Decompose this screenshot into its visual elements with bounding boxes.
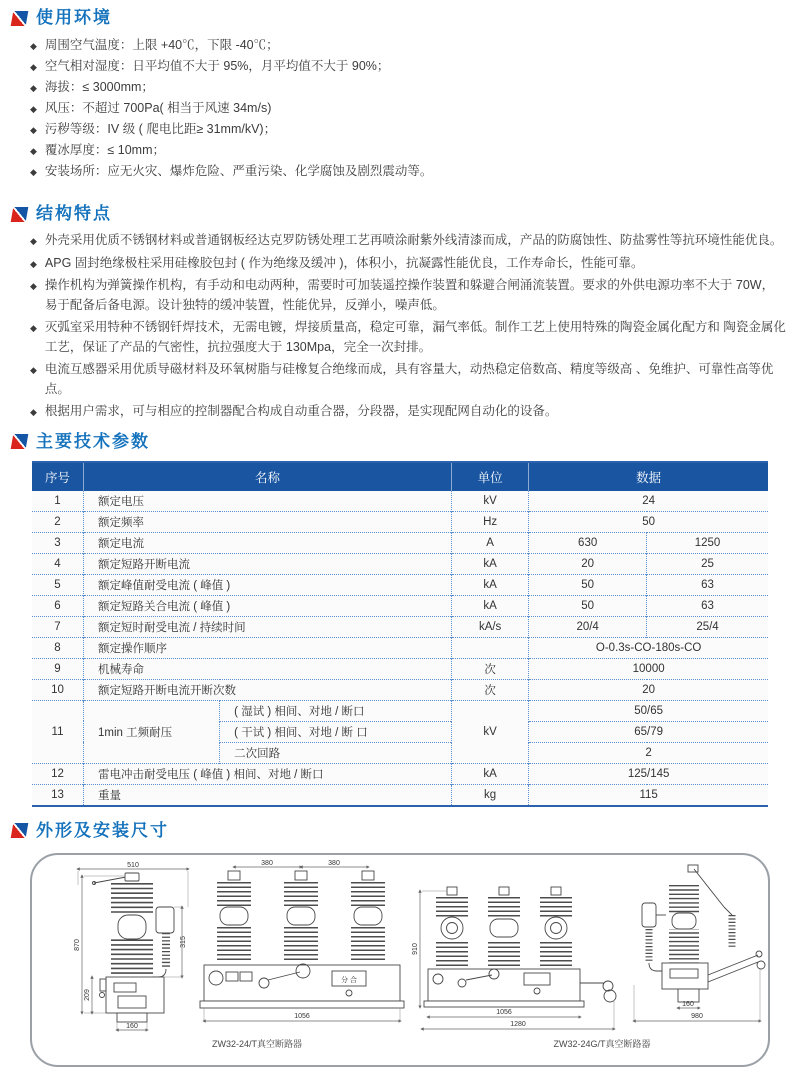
features-list xyxy=(30,231,800,422)
diamond-bullet-icon: ◆ xyxy=(30,407,37,417)
cell-unit: 次 xyxy=(452,658,529,679)
list-item: ◆ 电流互感器采用优质导磁材料及环氧树脂与硅橡复合绝缘而成，具有容量大，动热稳定倍数高、精度等级高 、免维护、可靠性高等优点。 xyxy=(30,360,786,399)
figure-side-view-t xyxy=(74,862,188,1030)
cell-no: 11 xyxy=(32,700,84,763)
diamond-bullet-icon: ◆ xyxy=(30,281,37,291)
cell-name: 额定短时耐受电流 / 持续时间 xyxy=(84,616,452,637)
cell-data: 50 xyxy=(529,574,647,595)
cell-data: 50/65 xyxy=(529,700,768,721)
cell-unit: kA xyxy=(452,553,529,574)
diamond-bullet-icon: ◆ xyxy=(30,62,37,72)
table-row xyxy=(32,763,768,784)
diamond-bullet-icon: ◆ xyxy=(30,323,37,333)
dim-label: 980 xyxy=(691,1012,703,1020)
table-row xyxy=(32,616,768,637)
column-header-unit: 单位 xyxy=(452,462,529,491)
cell-data: 50 xyxy=(529,595,647,616)
cell-data: 25 xyxy=(647,553,768,574)
cell-data: 25/4 xyxy=(647,616,768,637)
cell-unit: kA xyxy=(452,574,529,595)
section-heading xyxy=(12,821,800,841)
list-item: ◆ 覆冰厚度：≤ 10mm； xyxy=(30,140,786,161)
cell-subname: 二次回路 xyxy=(220,742,452,763)
dim-label: 315 xyxy=(180,935,187,948)
table-row xyxy=(32,574,768,595)
table-row xyxy=(32,491,768,512)
table-row xyxy=(32,637,768,658)
table-row xyxy=(32,553,768,574)
cell-data: 24 xyxy=(529,491,768,512)
cell-name: 机械寿命 xyxy=(84,658,452,679)
cell-unit xyxy=(452,637,529,658)
figure-front-view-g xyxy=(412,887,616,1029)
table-row xyxy=(32,658,768,679)
section-flag-icon xyxy=(11,823,29,838)
outline-drawing xyxy=(32,855,768,1061)
dim-label: 870 xyxy=(74,938,81,951)
cell-data: 20 xyxy=(529,679,768,700)
cell-name: 额定频率 xyxy=(84,511,452,532)
cell-no: 2 xyxy=(32,511,84,532)
table-row xyxy=(32,532,768,553)
column-header-no: 序号 xyxy=(32,462,84,491)
section-outline-dimensions xyxy=(0,821,800,1067)
cell-unit: kA xyxy=(452,763,529,784)
list-item: ◆ 风压：不超过 700Pa( 相当于风速 34m/s) xyxy=(30,98,786,119)
column-header-name: 名称 xyxy=(84,462,452,491)
cell-no: 9 xyxy=(32,658,84,679)
dim-label: 380 xyxy=(261,859,273,867)
cell-name: 额定短路开断电流开断次数 xyxy=(84,679,452,700)
list-item: ◆ 根据用户需求，可与相应的控制器配合构成自动重合器，分段器，是实现配网自动化的设备。 xyxy=(30,402,786,422)
cell-subname: ( 干试 ) 相间、对地 / 断 口 xyxy=(220,721,452,742)
cell-unit: kV xyxy=(452,700,529,763)
figure-side-view-g xyxy=(634,865,765,1021)
list-item: ◆ 安装场所：应无火灾、爆炸危险、严重污染、化学腐蚀及剧烈震动等。 xyxy=(30,161,786,182)
cell-data: O-0.3s-CO-180s-CO xyxy=(529,637,768,658)
cell-unit: Hz xyxy=(452,511,529,532)
section-title: 外形及安装尺寸 xyxy=(36,820,169,840)
usage-list xyxy=(30,35,800,182)
cell-no: 12 xyxy=(32,763,84,784)
figure-caption: ZW32-24/T真空断路器 xyxy=(211,1038,303,1049)
diamond-bullet-icon: ◆ xyxy=(30,236,37,246)
cell-name: 额定短路开断电流 xyxy=(84,553,452,574)
cell-name: 额定电压 xyxy=(84,491,452,512)
dim-label: 1056 xyxy=(294,1012,310,1020)
section-flag-icon xyxy=(11,207,29,222)
cell-data: 63 xyxy=(647,595,768,616)
cell-name: 额定短路关合电流 ( 峰值 ) xyxy=(84,595,452,616)
table-row xyxy=(32,511,768,532)
diamond-bullet-icon: ◆ xyxy=(30,167,37,177)
cell-unit: 次 xyxy=(452,679,529,700)
list-item: ◆ 空气相对湿度：日平均值不大于 95%，月平均值不大于 90%； xyxy=(30,56,786,77)
section-title: 结构特点 xyxy=(36,204,112,223)
cell-data: 50 xyxy=(529,511,768,532)
section-structure-features xyxy=(0,204,800,422)
cell-data: 20 xyxy=(529,553,647,574)
cell-no: 6 xyxy=(32,595,84,616)
cell-no: 5 xyxy=(32,574,84,595)
cell-no: 1 xyxy=(32,491,84,512)
figure-caption: ZW32-24G/T真空断路器 xyxy=(553,1038,651,1049)
list-item: ◆ 污秽等级：IV 级 ( 爬电比距≥ 31mm/kV)； xyxy=(30,119,786,140)
list-item: ◆ APG 固封绝缘极柱采用硅橡胶包封 ( 作为绝缘及缓冲 )，体积小，抗凝露性能优良，工作寿命长，性能可靠。 xyxy=(30,254,786,274)
cell-data: 125/145 xyxy=(529,763,768,784)
list-item: ◆ 海拔：≤ 3000mm； xyxy=(30,77,786,98)
cell-name: 额定峰值耐受电流 ( 峰值 ) xyxy=(84,574,452,595)
dim-label: 160 xyxy=(126,1022,138,1030)
diamond-bullet-icon: ◆ xyxy=(30,104,37,114)
dim-label: 209 xyxy=(84,988,91,1001)
list-item: ◆ 操作机构为弹簧操作机构，有手动和电动两种，需要时可加装遥控操作装置和躲避合闸涌流装置。要求的外供电源功率不大于 70W，易于配备后备电源。设计独特的缓冲装置，性能优异，反弹小，噪声低。 xyxy=(30,276,786,315)
cell-no: 3 xyxy=(32,532,84,553)
cell-no: 7 xyxy=(32,616,84,637)
cell-data: 1250 xyxy=(647,532,768,553)
cell-data: 20/4 xyxy=(529,616,647,637)
table-row xyxy=(32,784,768,806)
column-header-data: 数据 xyxy=(529,462,768,491)
cell-name: 重量 xyxy=(84,784,452,806)
section-heading xyxy=(12,432,800,452)
cell-data: 65/79 xyxy=(529,721,768,742)
dim-label: 380 xyxy=(328,859,340,867)
diamond-bullet-icon: ◆ xyxy=(30,365,37,375)
cell-data: 115 xyxy=(529,784,768,806)
table-row xyxy=(32,595,768,616)
section-technical-parameters xyxy=(0,432,800,807)
cell-unit: kV xyxy=(452,491,529,512)
dim-label: 510 xyxy=(127,861,139,869)
section-flag-icon xyxy=(11,434,29,449)
table-row xyxy=(32,700,768,721)
diamond-bullet-icon: ◆ xyxy=(30,41,37,51)
section-title: 主要技术参数 xyxy=(36,431,150,451)
dim-label: 910 xyxy=(412,942,419,955)
diamond-bullet-icon: ◆ xyxy=(30,125,37,135)
list-item: ◆ 周围空气温度：上限 +40℃，下限 -40℃； xyxy=(30,35,786,56)
section-usage-environment xyxy=(0,8,800,182)
cell-no: 13 xyxy=(32,784,84,806)
dim-label: 1056 xyxy=(496,1008,512,1016)
diamond-bullet-icon: ◆ xyxy=(30,258,37,269)
cell-unit: kg xyxy=(452,784,529,806)
dim-label: 1280 xyxy=(510,1020,526,1028)
cell-data: 2 xyxy=(529,742,768,763)
cell-name: 额定操作顺序 xyxy=(84,637,452,658)
cell-unit: kA xyxy=(452,595,529,616)
table-row xyxy=(32,679,768,700)
cell-unit: A xyxy=(452,532,529,553)
cell-subname: ( 湿试 ) 相间、对地 / 断口 xyxy=(220,700,452,721)
switch-indicator-label: 分 合 xyxy=(341,976,357,984)
cell-name: 额定电流 xyxy=(84,532,452,553)
drawing-panel xyxy=(30,853,770,1067)
section-flag-icon xyxy=(11,11,29,26)
figure-front-view-t xyxy=(200,860,404,1021)
parameters-table xyxy=(32,461,768,807)
section-heading xyxy=(12,8,800,28)
table-header-row xyxy=(32,462,768,491)
list-item: ◆ 外壳采用优质不锈钢材料或普通钢板经达克罗防锈处理工艺再喷涂耐紫外线清漆而成，产品的防腐蚀性、防盐雾性等抗环境性能优良。 xyxy=(30,231,786,251)
diamond-bullet-icon: ◆ xyxy=(30,146,37,156)
section-title: 使用环境 xyxy=(36,8,112,27)
cell-no: 8 xyxy=(32,637,84,658)
cell-name: 雷电冲击耐受电压 ( 峰值 ) 相间、对地 / 断口 xyxy=(84,763,452,784)
cell-data: 10000 xyxy=(529,658,768,679)
cell-name: 1min 工频耐压 xyxy=(84,700,220,763)
cell-unit: kA/s xyxy=(452,616,529,637)
cell-data: 63 xyxy=(647,574,768,595)
cell-no: 10 xyxy=(32,679,84,700)
cell-no: 4 xyxy=(32,553,84,574)
section-heading xyxy=(12,204,800,224)
diamond-bullet-icon: ◆ xyxy=(30,83,37,93)
cell-data: 630 xyxy=(529,532,647,553)
list-item: ◆ 灭弧室采用特种不锈钢钎焊技术，无需电镀，焊接质量高，稳定可靠，漏气率低。制作工艺上使用特殊的陶瓷金属化配方和 陶瓷金属化工艺，保证了产品的气密性，抗拉强度大于 130Mpa，完全一次封排。 xyxy=(30,318,786,357)
dim-label: 160 xyxy=(682,1000,694,1008)
